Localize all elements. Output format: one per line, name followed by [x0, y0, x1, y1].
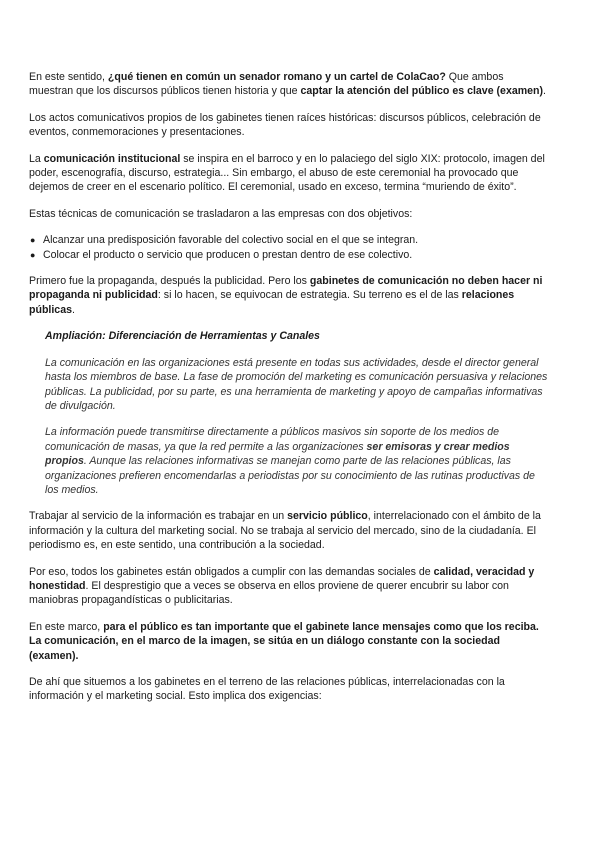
paragraph-raices-historicas: Los actos comunicativos propios de los gabinetes tienen raíces históricas: discursos públicos, celebración de eventos, conmemoraciones y presentaciones.: [29, 111, 541, 139]
objectives-list: [29, 233, 550, 262]
ampliacion-paragraph-2: [45, 425, 550, 497]
text: Trabajar al servicio de la información es trabajar en un: [29, 510, 288, 523]
list-item: [29, 233, 550, 247]
text: : si lo hacen, se equivocan de estrategia. Su terreno es el de las: [157, 289, 462, 302]
ampliacion-box: [45, 329, 550, 497]
bold-text: calidad, veracidad y honestidad: [29, 565, 535, 592]
text: En este marco,: [29, 620, 104, 633]
text: .: [71, 303, 75, 316]
bold-text: gabinetes de comunicación no deben hacer ni propaganda ni publicidad: [29, 275, 543, 302]
paragraph-servicio-publico: [29, 509, 550, 552]
paragraph-comunicacion-institucional: [29, 152, 550, 195]
text: En este sentido,: [29, 71, 108, 83]
bold-text: comunicación institucional: [43, 152, 181, 165]
bold-text: para el público es tan importante que el gabinete lance mensajes como que los reciba. La comunicación, en el marco de la imagen, se sitúa en un diálogo constante con la sociedad (examen).: [29, 620, 539, 662]
bold-text: ¿qué tienen en común un senador romano y un cartel de ColaCao?: [107, 71, 446, 83]
ampliacion-title: Ampliación: Diferenciación de Herramientas y Canales: [45, 330, 320, 343]
list-item: [29, 248, 550, 262]
text: Primero fue la propaganda, después la publicidad. Pero los: [29, 275, 310, 288]
paragraph-propaganda-publicidad: [29, 274, 550, 317]
paragraph-dos-exigencias: De ahí que situemos a los gabinetes en el terreno de las relaciones públicas, interrelacionadas con la información y el marketing social. Esto implica dos exigencias:: [29, 676, 505, 703]
paragraph-objetivos-intro: Estas técnicas de comunicación se trasladaron a las empresas con dos objetivos:: [29, 207, 413, 220]
list-item-text: Colocar el producto o servicio que producen o prestan dentro de ese colectivo.: [43, 248, 413, 261]
bold-text: captar la atención del público es clave (examen): [300, 85, 544, 98]
ampliacion-paragraph-1: La comunicación en las organizaciones está presente en todas sus actividades, desde el director general hasta los miembros de base. La fase de promoción del marketing es comunicación persuasiva y relaciones públicas. La publicidad, por su parte, es una herramienta de marketing y apoyo de campañas informativas de divulgación.: [45, 356, 548, 412]
text: Que ambos muestran que los discursos públicos tienen historia y que: [29, 71, 504, 98]
text: .: [543, 85, 546, 98]
text: La: [29, 152, 44, 165]
paragraph-dialogo-sociedad: [29, 620, 550, 663]
paragraph-calidad-veracidad: [29, 565, 550, 608]
text: . Aunque las relaciones informativas se manejan como parte de las relaciones públicas, las organizaciones prefieren encomendarlas a periodistas por su conocimiento de las rutinas productivas de los medios.: [45, 455, 535, 496]
bullet-icon: ●: [30, 235, 36, 246]
bold-text: ser emisoras y crear medios propios: [45, 440, 510, 468]
bold-text: servicio público: [287, 510, 368, 523]
text: Por eso, todos los gabinetes están obligados a cumplir con las demandas sociales de: [29, 565, 434, 578]
text: . El desprestigio que a veces se observa en ellos proviene de querer encubrir su labor con maniobras propagandísticas o publicitarias.: [29, 579, 509, 607]
bullet-icon: ●: [30, 249, 36, 260]
text: La información puede transmitirse directamente a públicos masivos sin soporte de los medios de comunicación de masas, ya que la red permite a las organizaciones: [45, 426, 499, 453]
text: se inspira en el barroco y en lo palaciego del siglo XIX: protocolo, imagen del poder, escenografía, discurso, estrategia... Sin embargo, el abuso de este ceremonial ha provocado que dejemos de creer en el escenario político. El ceremonial, usado en exceso, termina “muriendo de éxito”.: [29, 152, 545, 194]
paragraph-senador-colacao: [29, 70, 550, 99]
list-item-text: Alcanzar una predisposición favorable del colectivo social en el que se integran.: [43, 234, 419, 247]
bold-text: relaciones públicas: [29, 289, 515, 316]
text: , interrelacionado con el ámbito de la información y la cultura del marketing social. No se trabaja al servicio del mercado, sino de la ciudadanía. El periodismo es, en este sentido, una contribución a la sociedad.: [29, 510, 541, 552]
